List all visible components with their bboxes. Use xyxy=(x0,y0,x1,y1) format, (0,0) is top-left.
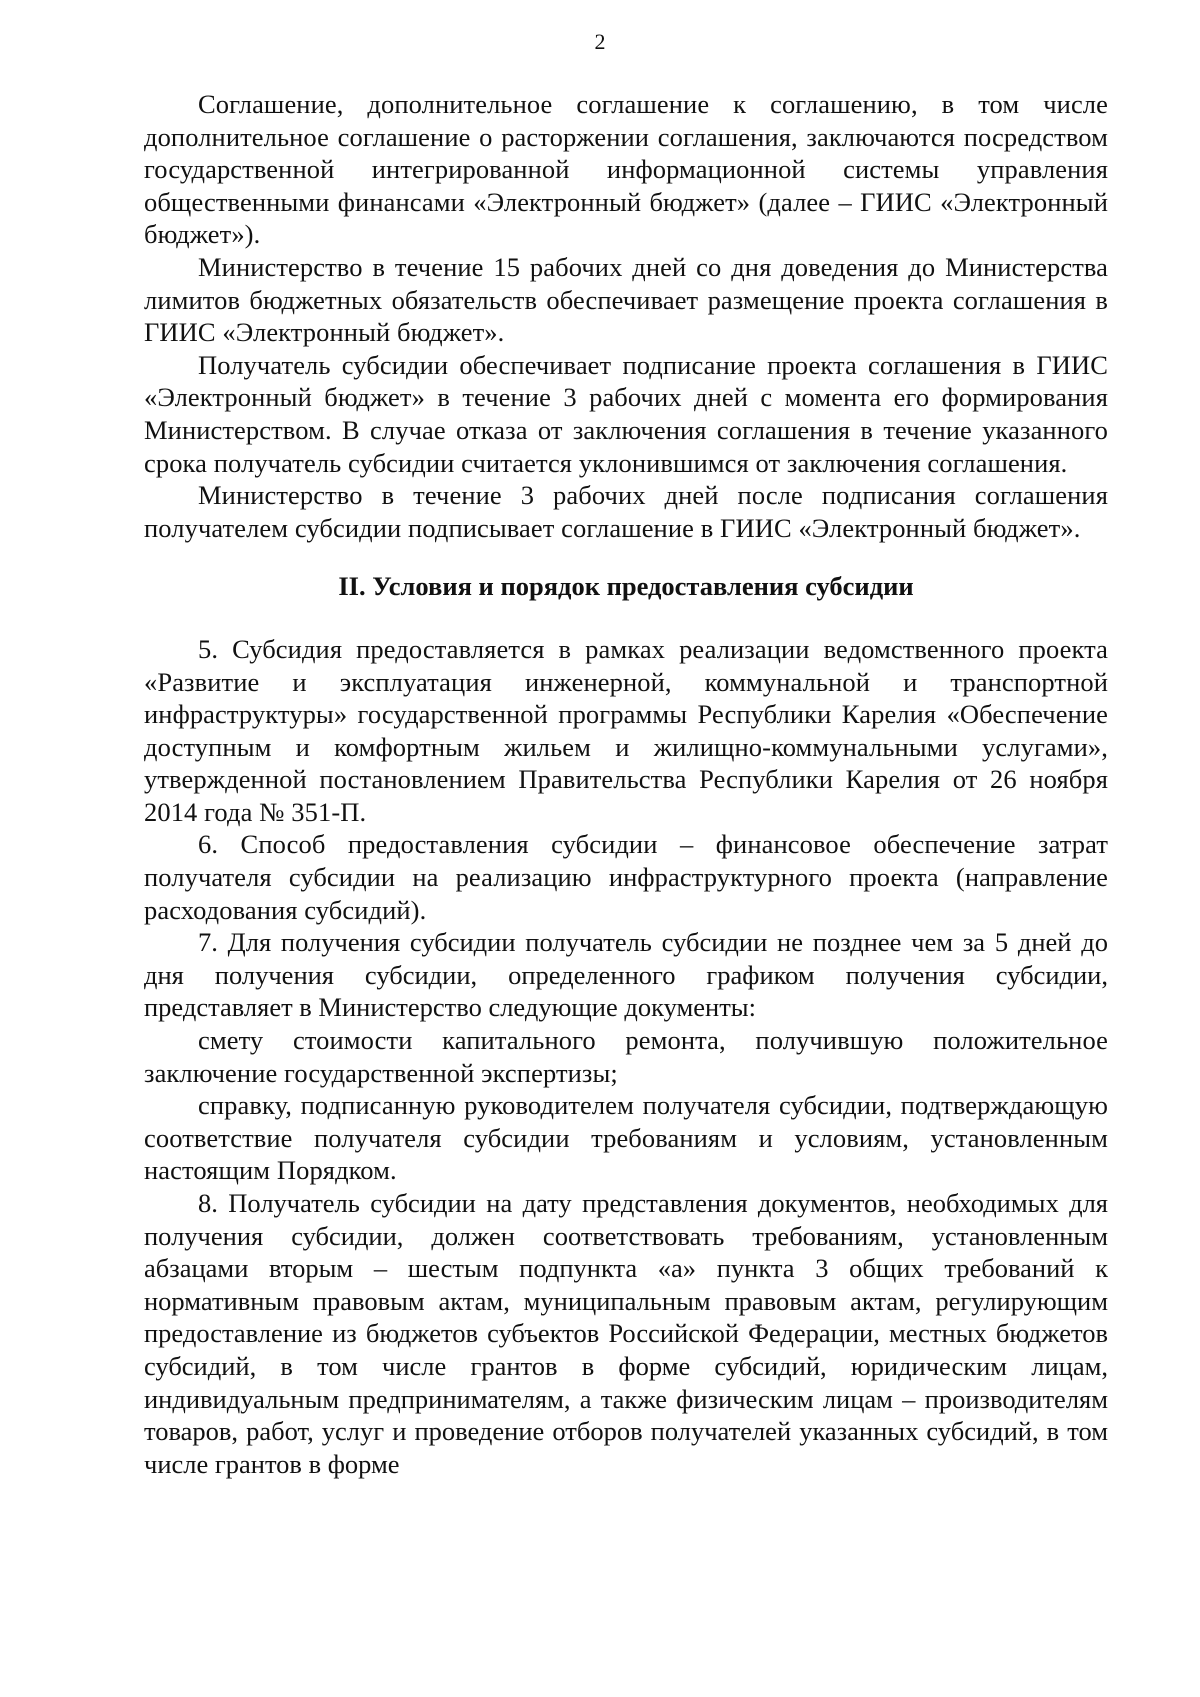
paragraph-item-7: 7. Для получения субсидии получатель субсидии не позднее чем за 5 дней до дня получения субсидии, определенного графиком получения субсидии, представляет в Министерство следующие документы: xyxy=(144,927,1108,1023)
paragraph-recipient-signing: Получатель субсидии обеспечивает подписание проекта соглашения в ГИИС «Электронный бюджет» в течение 3 рабочих дней с момента его формирования Министерством. В случае отказа от заключения соглашения в течение указанного срока получатель субсидии считается уклонившимся от заключения соглашения. xyxy=(144,349,1108,478)
paragraph-certificate: справку, подписанную руководителем получателя субсидии, подтверждающую соответствие получателя субсидии требованиям и условиям, установленным настоящим Порядком. xyxy=(144,1090,1108,1186)
paragraph-item-6: 6. Способ предоставления субсидии – финансовое обеспечение затрат получателя субсидии на реализацию инфраструктурного проекта (направление расходования субсидий). xyxy=(144,829,1108,925)
paragraph-ministry-placement: Министерство в течение 15 рабочих дней со дня доведения до Министерства лимитов бюджетных обязательств обеспечивает размещение проекта соглашения в ГИИС «Электронный бюджет». xyxy=(144,251,1108,348)
page-number: 2 xyxy=(594,29,606,54)
paragraph-ministry-signing: Министерство в течение 3 рабочих дней после подписания соглашения получателем субсидии подписывает соглашение в ГИИС «Электронный бюджет». xyxy=(144,480,1108,543)
document-body xyxy=(144,88,1108,1480)
paragraph-item-8: 8. Получатель субсидии на дату представления документов, необходимых для получения субсидии, должен соответствовать требованиям, установленным абзацами вторым – шестым подпункта «а» пункта 3 общих требований к нормативным правовым актам, муниципальным правовым актам, регулирующим предоставление из бюджетов субъектов Российской Федерации, местных бюджетов субсидий, в том числе грантов в форме субсидий, юридическим лицам, индивидуальным предпринимателям, а также физическим лицам – производителям товаров, работ, услуг и проведение отборов получателей указанных субсидий, в том числе грантов в форме xyxy=(144,1188,1108,1479)
section-heading: II. Условия и порядок предоставления субсидии xyxy=(338,571,914,602)
paragraph-item-5: 5. Субсидия предоставляется в рамках реализации ведомственного проекта «Развитие и эксплуатация инженерной, коммунальной и транспортной инфраструктуры» государственной программы Республики Карелия «Обеспечение доступным и комфортным жильем и жилищно-коммунальными услугами», утвержденной постановлением Правительства Республики Карелия от 26 ноября 2014 года № 351-П. xyxy=(144,633,1108,827)
paragraph-estimate: смету стоимости капитального ремонта, получившую положительное заключение государственной экспертизы; xyxy=(144,1025,1108,1088)
paragraph-agreement-system: Соглашение, дополнительное соглашение к соглашению, в том числе дополнительное соглашение о расторжении соглашения, заключаются посредством государственной интегрированной информационной системы управления общественными финансами «Электронный бюджет» (далее – ГИИС «Электронный бюджет»). xyxy=(144,89,1108,250)
